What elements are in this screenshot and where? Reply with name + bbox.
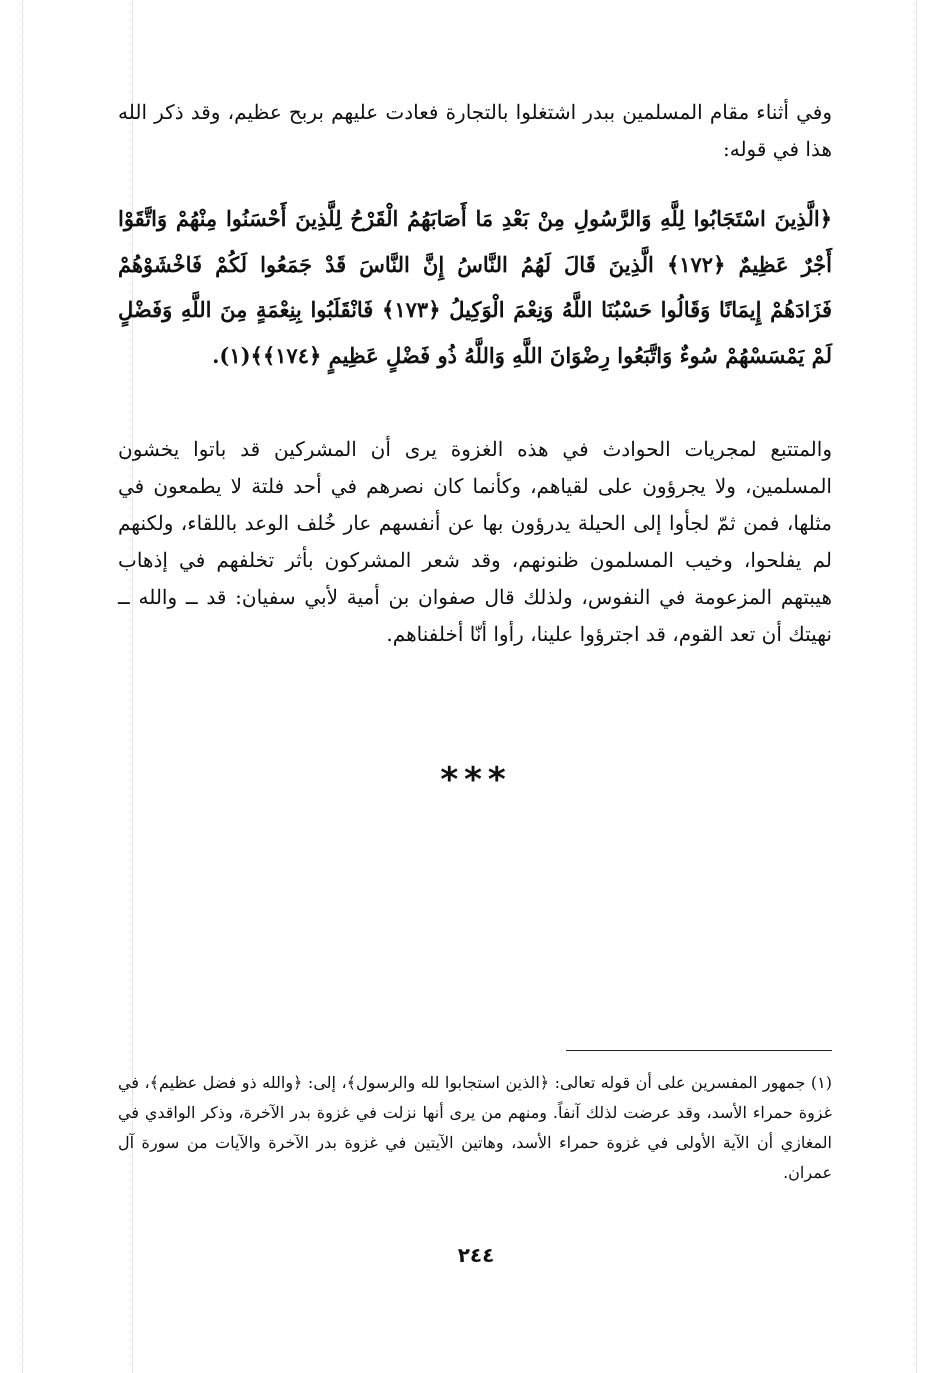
footnote: (١) جمهور المفسرين على أن قوله تعالى: ﴿الذين استجابوا لله والرسول﴾، إلى: ﴿والله ذو فضل عظيم﴾، في غزوة حمراء الأسد، وقد عرضت لذلك آنفاً. ومنهم من يرى أنها نزلت في غزوة بدر الآخرة، وذكر الواقدي في المغازي أن الآية الأولى في غزوة حمراء الأسد، وهاتين الآيتين في غزوة بدر الآخرة والآيات من سورة آل عمران. — [118, 1073, 832, 1182]
body-paragraph: والمتتبع لمجريات الحوادث في هذه الغزوة يرى أن المشركين قد باتوا يخشون المسلمين، ولا يجرؤون على لقياهم، وكأنما كان نصرهم في أحد فلتة لا يطمعون في مثلها، فمن ثمّ لجأوا إلى الحيلة يدرؤون بها عن أنفسهم عار خُلف الوعد باللقاء، ولكنهم لم يفلحوا، وخيب المسلمون ظنونهم، وقد شعر المشركون بأثر تخلفهم في إذهاب هيبتهم المزعومة في النفوس، ولذلك قال صفوان بن أمية لأبي سفيان: قد ــ والله ــ نهيتك أن تعد القوم، قد اجترؤوا علينا، رأوا أنّا أخلفناهم. — [118, 437, 833, 646]
footnote-divider — [566, 1050, 832, 1051]
intro-paragraph: وفي أثناء مقام المسلمين ببدر اشتغلوا بالتجارة فعادت عليهم بربح عظيم، وقد ذكر الله هذا في قوله: — [118, 100, 832, 161]
scan-guide-line — [22, 0, 23, 1373]
scan-guide-line — [916, 0, 917, 1373]
quran-verses: ﴿الَّذِينَ اسْتَجَابُوا لِلَّهِ وَالرَّسُولِ مِنْ بَعْدِ مَا أَصَابَهُمُ الْقَرْحُ لِلَّذِينَ أَحْسَنُوا مِنْهُمْ وَاتَّقَوْا أَجْرٌ عَظِيمٌ ﴿١٧٢﴾ الَّذِينَ قَالَ لَهُمُ النَّاسُ إِنَّ النَّاسَ قَدْ جَمَعُوا لَكُمْ فَاخْشَوْهُمْ فَزَادَهُمْ إِيمَانًا وَقَالُوا حَسْبُنَا اللَّهُ وَنِعْمَ الْوَكِيلُ ﴿١٧٣﴾ فَانْقَلَبُوا بِنِعْمَةٍ مِنَ اللَّهِ وَفَضْلٍ لَمْ يَمْسَسْهُمْ سُوءٌ وَاتَّبَعُوا رِضْوَانَ اللَّهِ وَاللَّهُ ذُو فَضْلٍ عَظِيمٍ ﴿١٧٤﴾﴾(١). — [118, 206, 833, 368]
page-number: ٢٤٤ — [457, 1243, 495, 1267]
section-separator: *** — [440, 760, 512, 800]
